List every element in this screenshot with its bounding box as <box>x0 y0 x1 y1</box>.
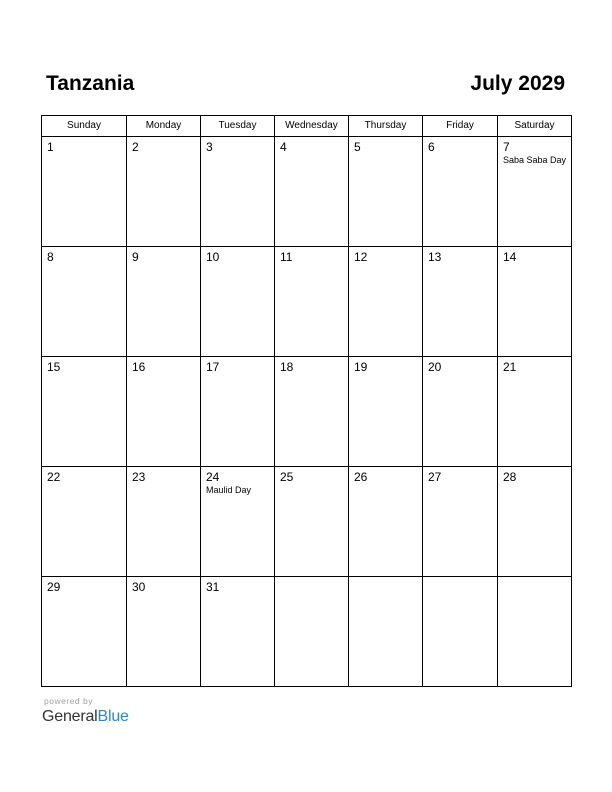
day-cell <box>275 577 349 687</box>
brand-general: General <box>42 708 98 725</box>
day-number: 17 <box>206 360 220 374</box>
day-cell <box>275 467 349 577</box>
day-cell <box>498 137 572 247</box>
day-number: 12 <box>354 250 368 264</box>
week-row <box>42 247 572 357</box>
country-title: Tanzania <box>46 72 135 95</box>
week-row <box>42 137 572 247</box>
day-number: 14 <box>503 250 517 264</box>
month-title: July 2029 <box>470 72 565 95</box>
day-number: 11 <box>280 250 293 264</box>
day-cell <box>349 247 423 357</box>
day-number: 4 <box>280 140 287 154</box>
day-cell <box>42 577 127 687</box>
day-cell <box>201 137 275 247</box>
day-cell <box>201 357 275 467</box>
day-number: 27 <box>428 470 442 484</box>
footer-branding <box>42 696 129 727</box>
holiday-label: Maulid Day <box>206 485 252 495</box>
holiday-label: Saba Saba Day <box>503 155 567 165</box>
day-cell <box>42 247 127 357</box>
day-number <box>498 577 571 580</box>
day-cell <box>349 137 423 247</box>
week-row <box>42 357 572 467</box>
weekday-friday: Friday <box>423 116 498 137</box>
generalblue-logo <box>42 707 129 727</box>
day-number: 20 <box>428 360 442 374</box>
day-cell <box>42 137 127 247</box>
day-cell <box>423 247 498 357</box>
day-cell <box>127 247 201 357</box>
day-number: 30 <box>132 580 146 594</box>
weekday-sunday: Sunday <box>42 116 127 137</box>
weekday-tuesday: Tuesday <box>201 116 275 137</box>
day-number: 6 <box>428 140 435 154</box>
weekday-header-row <box>42 116 572 137</box>
day-number: 31 <box>206 580 220 594</box>
day-number <box>349 577 422 580</box>
weekday-monday: Monday <box>127 116 201 137</box>
day-cell <box>201 467 275 577</box>
day-number: 9 <box>132 250 139 264</box>
day-cell <box>127 467 201 577</box>
week-row <box>42 467 572 577</box>
day-cell <box>275 247 349 357</box>
day-number: 13 <box>428 250 442 264</box>
day-number: 22 <box>47 470 61 484</box>
powered-by-text: powered by <box>44 696 93 706</box>
day-cell <box>498 357 572 467</box>
day-number <box>423 577 497 580</box>
day-number: 2 <box>132 140 139 154</box>
day-cell <box>349 467 423 577</box>
day-number: 15 <box>47 360 61 374</box>
day-number: 24 <box>206 470 220 484</box>
day-cell <box>275 137 349 247</box>
day-cell <box>423 357 498 467</box>
day-cell <box>423 577 498 687</box>
day-number <box>275 577 348 580</box>
day-cell <box>423 467 498 577</box>
week-row <box>42 577 572 687</box>
day-cell <box>423 137 498 247</box>
day-number: 10 <box>206 250 220 264</box>
day-cell <box>127 577 201 687</box>
day-cell <box>498 577 572 687</box>
day-number: 23 <box>132 470 146 484</box>
day-number: 18 <box>280 360 294 374</box>
day-number: 3 <box>206 140 213 154</box>
day-cell <box>127 137 201 247</box>
weekday-saturday: Saturday <box>498 116 572 137</box>
day-cell <box>201 577 275 687</box>
brand-blue: Blue <box>97 708 129 725</box>
day-cell <box>498 247 572 357</box>
weekday-wednesday: Wednesday <box>275 116 349 137</box>
day-number: 7 <box>503 140 510 154</box>
day-cell <box>42 467 127 577</box>
day-number: 25 <box>280 470 294 484</box>
day-number: 5 <box>354 140 361 154</box>
weekday-thursday: Thursday <box>349 116 423 137</box>
day-cell <box>42 357 127 467</box>
day-number: 21 <box>503 360 517 374</box>
day-number: 28 <box>503 470 517 484</box>
day-number: 19 <box>354 360 368 374</box>
day-cell <box>127 357 201 467</box>
day-cell <box>275 357 349 467</box>
day-number: 1 <box>47 140 54 154</box>
calendar-grid <box>41 115 572 687</box>
day-number: 8 <box>47 250 54 264</box>
day-number: 29 <box>47 580 61 594</box>
day-cell <box>349 577 423 687</box>
day-cell <box>201 247 275 357</box>
day-cell <box>349 357 423 467</box>
day-number: 16 <box>132 360 146 374</box>
day-cell <box>498 467 572 577</box>
day-number: 26 <box>354 470 368 484</box>
